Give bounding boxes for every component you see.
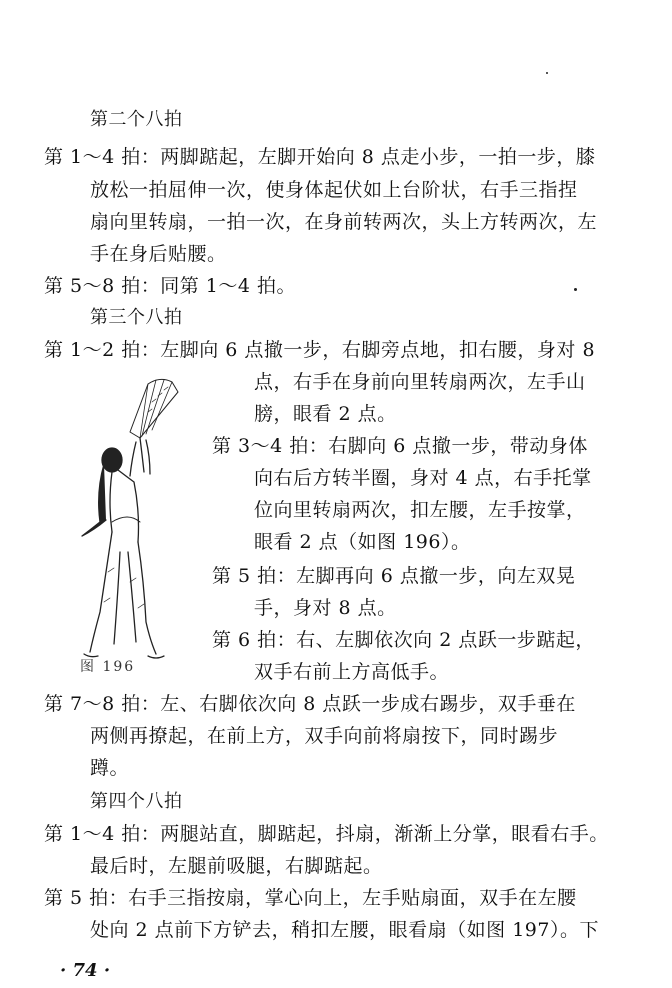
text-line: 两侧再撩起，在前上方，双手向前将扇按下，同时踢步 bbox=[90, 725, 559, 747]
text-line: 第 1～4 拍：两脚踮起，左脚开始向 8 点走小步，一拍一步，膝 bbox=[44, 146, 596, 168]
text-line: 第 1～4 拍：两腿站直，脚踮起，抖扇，渐渐上分掌，眼看右手。 bbox=[44, 823, 609, 845]
section-heading-2: 第二个八拍 bbox=[90, 109, 183, 130]
section-heading-3: 第三个八拍 bbox=[90, 307, 183, 328]
text-line: 眼看 2 点（如图 196）。 bbox=[254, 531, 471, 553]
print-speck bbox=[546, 72, 548, 74]
text-line: 位向里转扇两次，扣左腰，左手按掌， bbox=[254, 499, 586, 521]
print-speck bbox=[574, 288, 577, 291]
text-line: 向右后方转半圈，身对 4 点，右手托掌 bbox=[254, 467, 592, 489]
section-heading-4: 第四个八拍 bbox=[90, 791, 183, 812]
text-line: 第 7～8 拍：左、右脚依次向 8 点跃一步成右踢步，双手垂在 bbox=[44, 693, 576, 715]
text-line: 膀，眼看 2 点。 bbox=[254, 403, 397, 425]
text-line: 第 6 拍：右、左脚依次向 2 点跃一步踮起， bbox=[212, 629, 595, 651]
text-line: 手，身对 8 点。 bbox=[254, 597, 397, 619]
text-line: 扇向里转扇，一拍一次，在身前转两次，头上方转两次，左 bbox=[90, 211, 598, 233]
text-line: 第 1～2 拍：左脚向 6 点撤一步，右脚旁点地，扣右腰，身对 8 bbox=[44, 339, 596, 361]
page-number: · 74 · bbox=[60, 960, 111, 981]
text-line: 第 5 拍：左脚再向 6 点撤一步，向左双晃 bbox=[212, 565, 576, 587]
text-line: 蹲。 bbox=[90, 757, 130, 779]
text-line: 双手右前上方高低手。 bbox=[254, 661, 450, 683]
text-line: 处向 2 点前下方铲去，稍扣左腰，眼看扇（如图 197）。下 bbox=[90, 919, 599, 941]
dancer-figure-illustration bbox=[60, 372, 210, 662]
figure-caption: 图 196 bbox=[80, 659, 136, 675]
text-line: 第 5 拍：右手三指按扇，掌心向上，左手贴扇面，双手在左腰 bbox=[44, 887, 577, 909]
text-line: 放松一拍屈伸一次，使身体起伏如上台阶状，右手三指捏 bbox=[90, 179, 578, 201]
text-line: 第 3～4 拍：右脚向 6 点撤一步，带动身体 bbox=[212, 435, 588, 457]
text-line: 第 5～8 拍：同第 1～4 拍。 bbox=[44, 275, 297, 297]
text-line: 手在身后贴腰。 bbox=[90, 243, 227, 265]
text-line: 点，右手在身前向里转扇两次，左手山 bbox=[254, 371, 586, 393]
text-line: 最后时，左腿前吸腿，右脚踮起。 bbox=[90, 855, 383, 877]
